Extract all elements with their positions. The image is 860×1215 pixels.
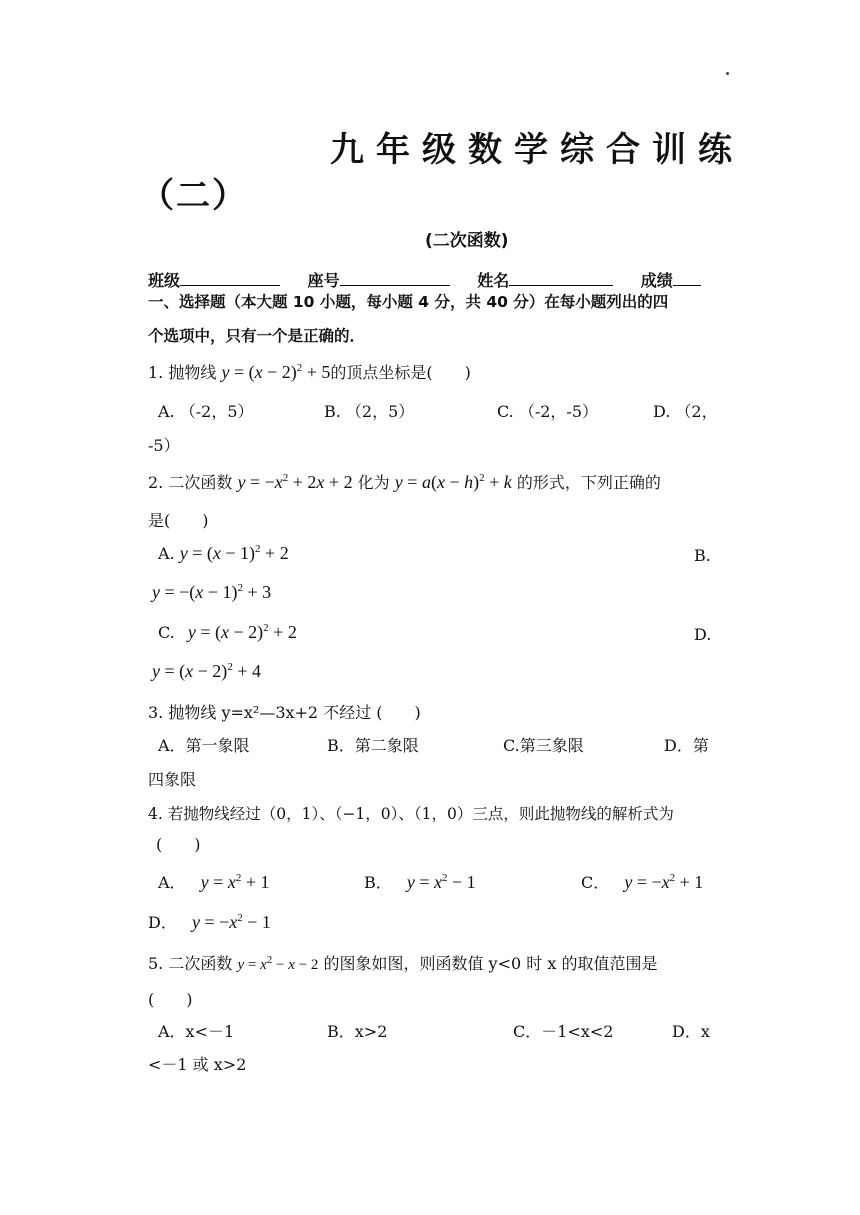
q5-option-d-cont: <－1 或 x>2 bbox=[148, 1055, 247, 1074]
q2-tail: 的形式，下列正确的 bbox=[516, 473, 661, 492]
q4-option-b[interactable] bbox=[364, 870, 476, 893]
q4-a-formula: $y = x^2 + 1$ bbox=[200, 872, 270, 892]
q5-option-c[interactable]: C．－1<x<2 bbox=[513, 1022, 614, 1041]
corner-dot bbox=[726, 72, 729, 75]
q2-mid: 化为 bbox=[357, 473, 390, 492]
q2-target-form: $y = a(x - h)^2 + k$ bbox=[394, 472, 512, 492]
q4-a-label: A． bbox=[158, 873, 186, 892]
q4-option-a[interactable] bbox=[158, 870, 269, 893]
q1-option-a[interactable]: A. （-2，5） bbox=[158, 402, 254, 421]
q2-option-b[interactable]: B. bbox=[694, 546, 711, 565]
q5-text: 5. 二次函数 bbox=[148, 954, 233, 973]
q2-tail-cont: 是( ) bbox=[148, 511, 209, 530]
q4-b-label: B． bbox=[364, 873, 392, 892]
q4-option-d[interactable] bbox=[148, 910, 271, 933]
q2-a-label: A. bbox=[158, 544, 175, 563]
q2-text: 2. 二次函数 bbox=[148, 473, 233, 492]
page-title-cont: （二） bbox=[140, 176, 248, 216]
question-4-cont: ( ) bbox=[156, 835, 201, 854]
q3-option-d[interactable]: D．第 bbox=[664, 736, 709, 755]
question-2 bbox=[148, 470, 661, 493]
q5-option-d[interactable]: D．x bbox=[672, 1022, 710, 1041]
question-5 bbox=[148, 951, 657, 974]
question-5-cont: ( ) bbox=[148, 990, 193, 1009]
q2-c-label: C. bbox=[158, 623, 175, 642]
class-label: 班级 bbox=[148, 271, 181, 290]
q5-formula: $y = x^2 - x - 2$ bbox=[237, 954, 319, 973]
q3-option-c[interactable]: C.第三象限 bbox=[503, 736, 584, 755]
seat-blank[interactable] bbox=[340, 271, 450, 286]
q2-option-a[interactable] bbox=[158, 543, 289, 564]
q1-formula: $y = (x - 2)^2 + 5$ bbox=[221, 362, 331, 382]
q4-d-label: D． bbox=[148, 913, 177, 932]
name-blank[interactable] bbox=[509, 271, 613, 286]
q1-tail: 的顶点坐标是( ) bbox=[330, 363, 471, 382]
student-info bbox=[148, 268, 701, 291]
question-4: 4. 若抛物线经过（0，1）、（−1，0）、（1，0）三点，则此抛物线的解析式为 bbox=[148, 805, 674, 823]
q5-tail: 的图象如图，则函数值 y<0 时 x 的取值范围是 bbox=[323, 954, 658, 973]
seat-label: 座号 bbox=[307, 271, 340, 290]
q4-c-label: C． bbox=[581, 873, 610, 892]
q4-option-c[interactable] bbox=[581, 870, 703, 893]
q4-b-formula: $y = x^2 - 1$ bbox=[406, 872, 476, 892]
q3-option-b[interactable]: B．第二象限 bbox=[327, 736, 419, 755]
score-label: 成绩 bbox=[640, 271, 673, 290]
q5-option-a[interactable]: A．x<－1 bbox=[158, 1022, 235, 1041]
subtitle: (二次函数) bbox=[425, 231, 509, 251]
question-1 bbox=[148, 360, 471, 383]
q3-option-a[interactable]: A．第一象限 bbox=[158, 736, 250, 755]
q2-a-formula: $y = (x - 1)^2 + 2$ bbox=[179, 543, 289, 563]
section-heading: 一、选择题（本大题 10 小题，每小题 4 分，共 40 分）在每小题列出的四 bbox=[148, 293, 669, 311]
q1-option-d-cont: -5） bbox=[148, 436, 180, 455]
q2-b-formula: $y = -(x - 1)^2 + 3$ bbox=[152, 582, 272, 602]
q2-option-c[interactable] bbox=[158, 622, 297, 643]
q4-d-formula: $y = -x^2 - 1$ bbox=[191, 912, 271, 932]
question-3: 3. 抛物线 y=x²—3x+2 不经过 ( ) bbox=[148, 703, 421, 722]
page-title: 九年级数学综合训练 bbox=[330, 130, 744, 170]
q2-c-formula: $y = (x - 2)^2 + 2$ bbox=[187, 622, 297, 642]
q1-text: 1. 抛物线 bbox=[148, 363, 217, 382]
name-label: 姓名 bbox=[477, 271, 510, 290]
q1-option-c[interactable]: C. （-2，-5） bbox=[497, 402, 599, 421]
class-blank[interactable] bbox=[180, 271, 280, 286]
q3-option-d-cont: 四象限 bbox=[148, 770, 197, 789]
q4-c-formula: $y = -x^2 + 1$ bbox=[624, 872, 704, 892]
q2-d-formula: $y = (x - 2)^2 + 4$ bbox=[152, 661, 261, 681]
q2-option-d[interactable]: D. bbox=[694, 625, 712, 644]
q1-option-d[interactable]: D. （2， bbox=[653, 402, 718, 421]
section-heading-cont: 个选项中，只有一个是正确的． bbox=[148, 327, 366, 345]
q1-option-b[interactable]: B. （2，5） bbox=[324, 402, 415, 421]
q2-formula: $y = -x^2 + 2x + 2$ bbox=[237, 472, 353, 492]
q5-option-b[interactable]: B．x>2 bbox=[327, 1022, 388, 1041]
score-blank[interactable] bbox=[673, 271, 701, 286]
